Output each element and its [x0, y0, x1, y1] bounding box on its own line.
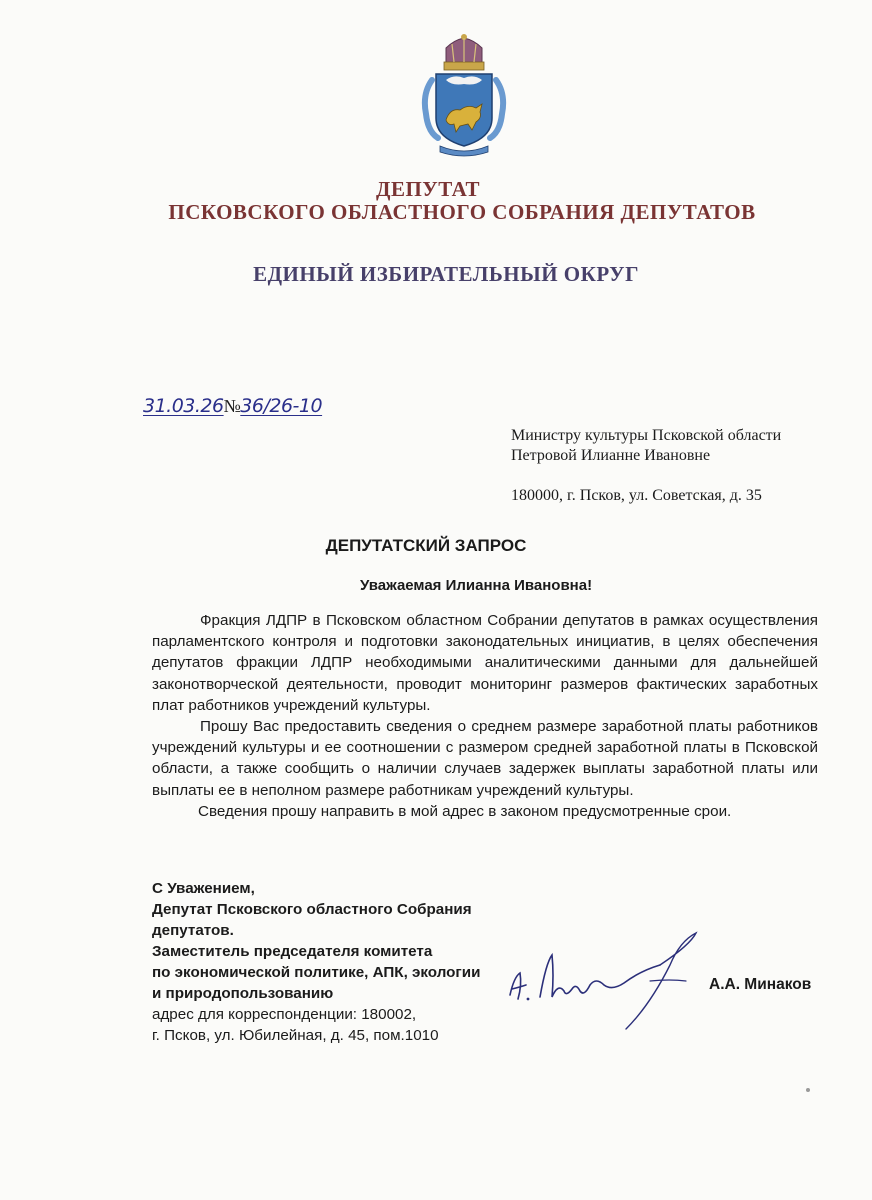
- position-line: по экономической политике, АПК, экологии: [152, 964, 481, 981]
- greeting: Уважаемая Илианна Ивановна!: [360, 577, 593, 594]
- handwritten-signature: [500, 925, 700, 1035]
- letter-body: [152, 610, 818, 822]
- paragraph: Прошу Вас предоставить сведения о среднем размере заработной платы работников учреждений культуры и ее соотношении с размером средней заработной платы в Псковской области, а также сообщить о наличии случаев задержек выплаты заработной платы или выплаты ее в неполном размере работникам учреждений культуры.: [152, 718, 818, 799]
- number-sign: №: [223, 396, 241, 416]
- paper-speck: [806, 1088, 810, 1092]
- registration-date: 31.03.26: [143, 395, 224, 417]
- recipient-title: Министру культуры Псковской области: [511, 427, 782, 444]
- position-line: и природопользованию: [152, 985, 334, 1002]
- position-line: Депутат Псковского областного Собрания: [152, 901, 472, 918]
- pskov-coat-of-arms-icon: [416, 34, 512, 158]
- paragraph: Фракция ЛДПР в Псковском областном Собрании депутатов в рамках осуществления парламентского контроля и подготовки законодательных инициатив, в целях обеспечения депутатов фракции ЛДПР необходимыми аналитическими данными для дальнейшей законотворческой деятельности, проводит мониторинг размеров фактических заработных плат работников учреждений культуры.: [152, 612, 818, 714]
- signer-name: А.А. Минаков: [709, 976, 812, 993]
- paragraph: Сведения прошу направить в мой адрес в законом предусмотренные срои.: [198, 802, 732, 820]
- signature-block: [152, 878, 480, 1046]
- recipient-address: 180000, г. Псков, ул. Советская, д. 35: [511, 487, 762, 504]
- closing-regards: С Уважением,: [152, 880, 255, 897]
- header-subtitle: ПСКОВСКОГО ОБЛАСТНОГО СОБРАНИЯ ДЕПУТАТОВ: [168, 200, 756, 224]
- recipient-name: Петровой Илианне Ивановне: [511, 447, 711, 464]
- position-line: Заместитель председателя комитета: [152, 943, 433, 960]
- registration-line: [143, 395, 322, 417]
- document-title: ДЕПУТАТСКИЙ ЗАПРОС: [325, 536, 527, 555]
- header-title: ДЕПУТАТ: [376, 177, 480, 201]
- position-line: депутатов.: [152, 922, 234, 939]
- correspondence-address: г. Псков, ул. Юбилейная, д. 45, пом.1010: [152, 1027, 439, 1044]
- header-district: ЕДИНЫЙ ИЗБИРАТЕЛЬНЫЙ ОКРУГ: [253, 262, 639, 286]
- correspondence-address: адрес для корреспонденции: 180002,: [152, 1006, 417, 1023]
- registration-number: 36/26-10: [240, 395, 323, 417]
